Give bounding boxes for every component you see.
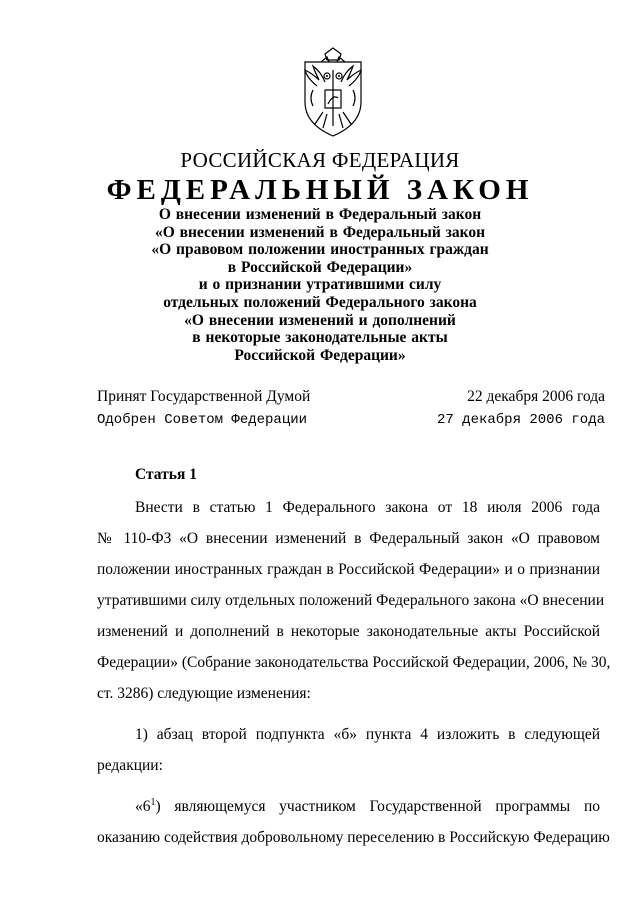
paragraph-3	[97, 791, 610, 853]
document-type: ФЕДЕРАЛЬНЫЙ ЗАКОН	[106, 174, 534, 206]
text-line	[97, 791, 600, 822]
text-line: Федерации» (Собрание законодательства Российской Федерации, 2006, № 30,	[97, 654, 611, 671]
duma-date: 22 декабря 2006 года	[467, 388, 605, 405]
title-line: «О внесении изменений в Федеральный закон	[154, 223, 486, 241]
text-line: ст. 3286) следующие изменения:	[97, 685, 311, 702]
text-line: Внести в статью 1 Федерального закона от 18 июля 2006 года	[135, 499, 600, 516]
superscript: 1	[150, 796, 156, 808]
text-line: 1) абзац второй подпункта «б» пункта 4 изложить в следующей	[135, 726, 600, 743]
text-line: оказанию содействия добровольному переселению в Российскую Федерацию	[97, 829, 610, 846]
article-body	[97, 492, 611, 853]
country-name: РОССИЙСКАЯ ФЕДЕРАЦИЯ	[180, 148, 460, 172]
title-line: в некоторые законодательные акты	[192, 329, 448, 347]
article-heading: Статья 1	[135, 466, 197, 483]
paragraph-1	[97, 492, 611, 709]
text-line: положении иностранных граждан в Российской Федерации» и о признании	[97, 561, 600, 578]
coat-of-arms-emblem	[283, 40, 383, 140]
council-date: 27 декабря 2006 года	[436, 412, 605, 428]
text-line: № 110-ФЗ «О внесении изменений в Федеральный закон «О правовом	[97, 530, 600, 547]
duma-label: Принят Государственной Думой	[97, 388, 311, 405]
title-line: Российской Федерации»	[234, 346, 406, 364]
paragraph-2	[97, 719, 600, 781]
title-line: отдельных положений Федерального закона	[163, 293, 477, 311]
title-line: О внесении изменений в Федеральный закон	[158, 206, 482, 223]
council-label: Одобрен Советом Федерации	[97, 412, 308, 428]
text-line: редакции:	[97, 757, 163, 774]
item-number: «6	[135, 798, 151, 815]
title-line: «О внесении изменений и дополнений	[184, 311, 456, 329]
law-title	[0, 206, 640, 364]
title-line: в Российской Федерации»	[227, 258, 413, 276]
text-line: утратившими силу отдельных положений Федерального закона «О внесении	[97, 592, 605, 609]
text-line: изменений и дополнений в некоторые законодательные акты Российской	[97, 623, 600, 640]
title-line: и о признании утратившими силу	[198, 276, 442, 294]
title-line: «О правовом положении иностранных граждан	[151, 241, 489, 259]
line-rest: ) являющемуся участником Государственной программы по	[155, 798, 600, 815]
